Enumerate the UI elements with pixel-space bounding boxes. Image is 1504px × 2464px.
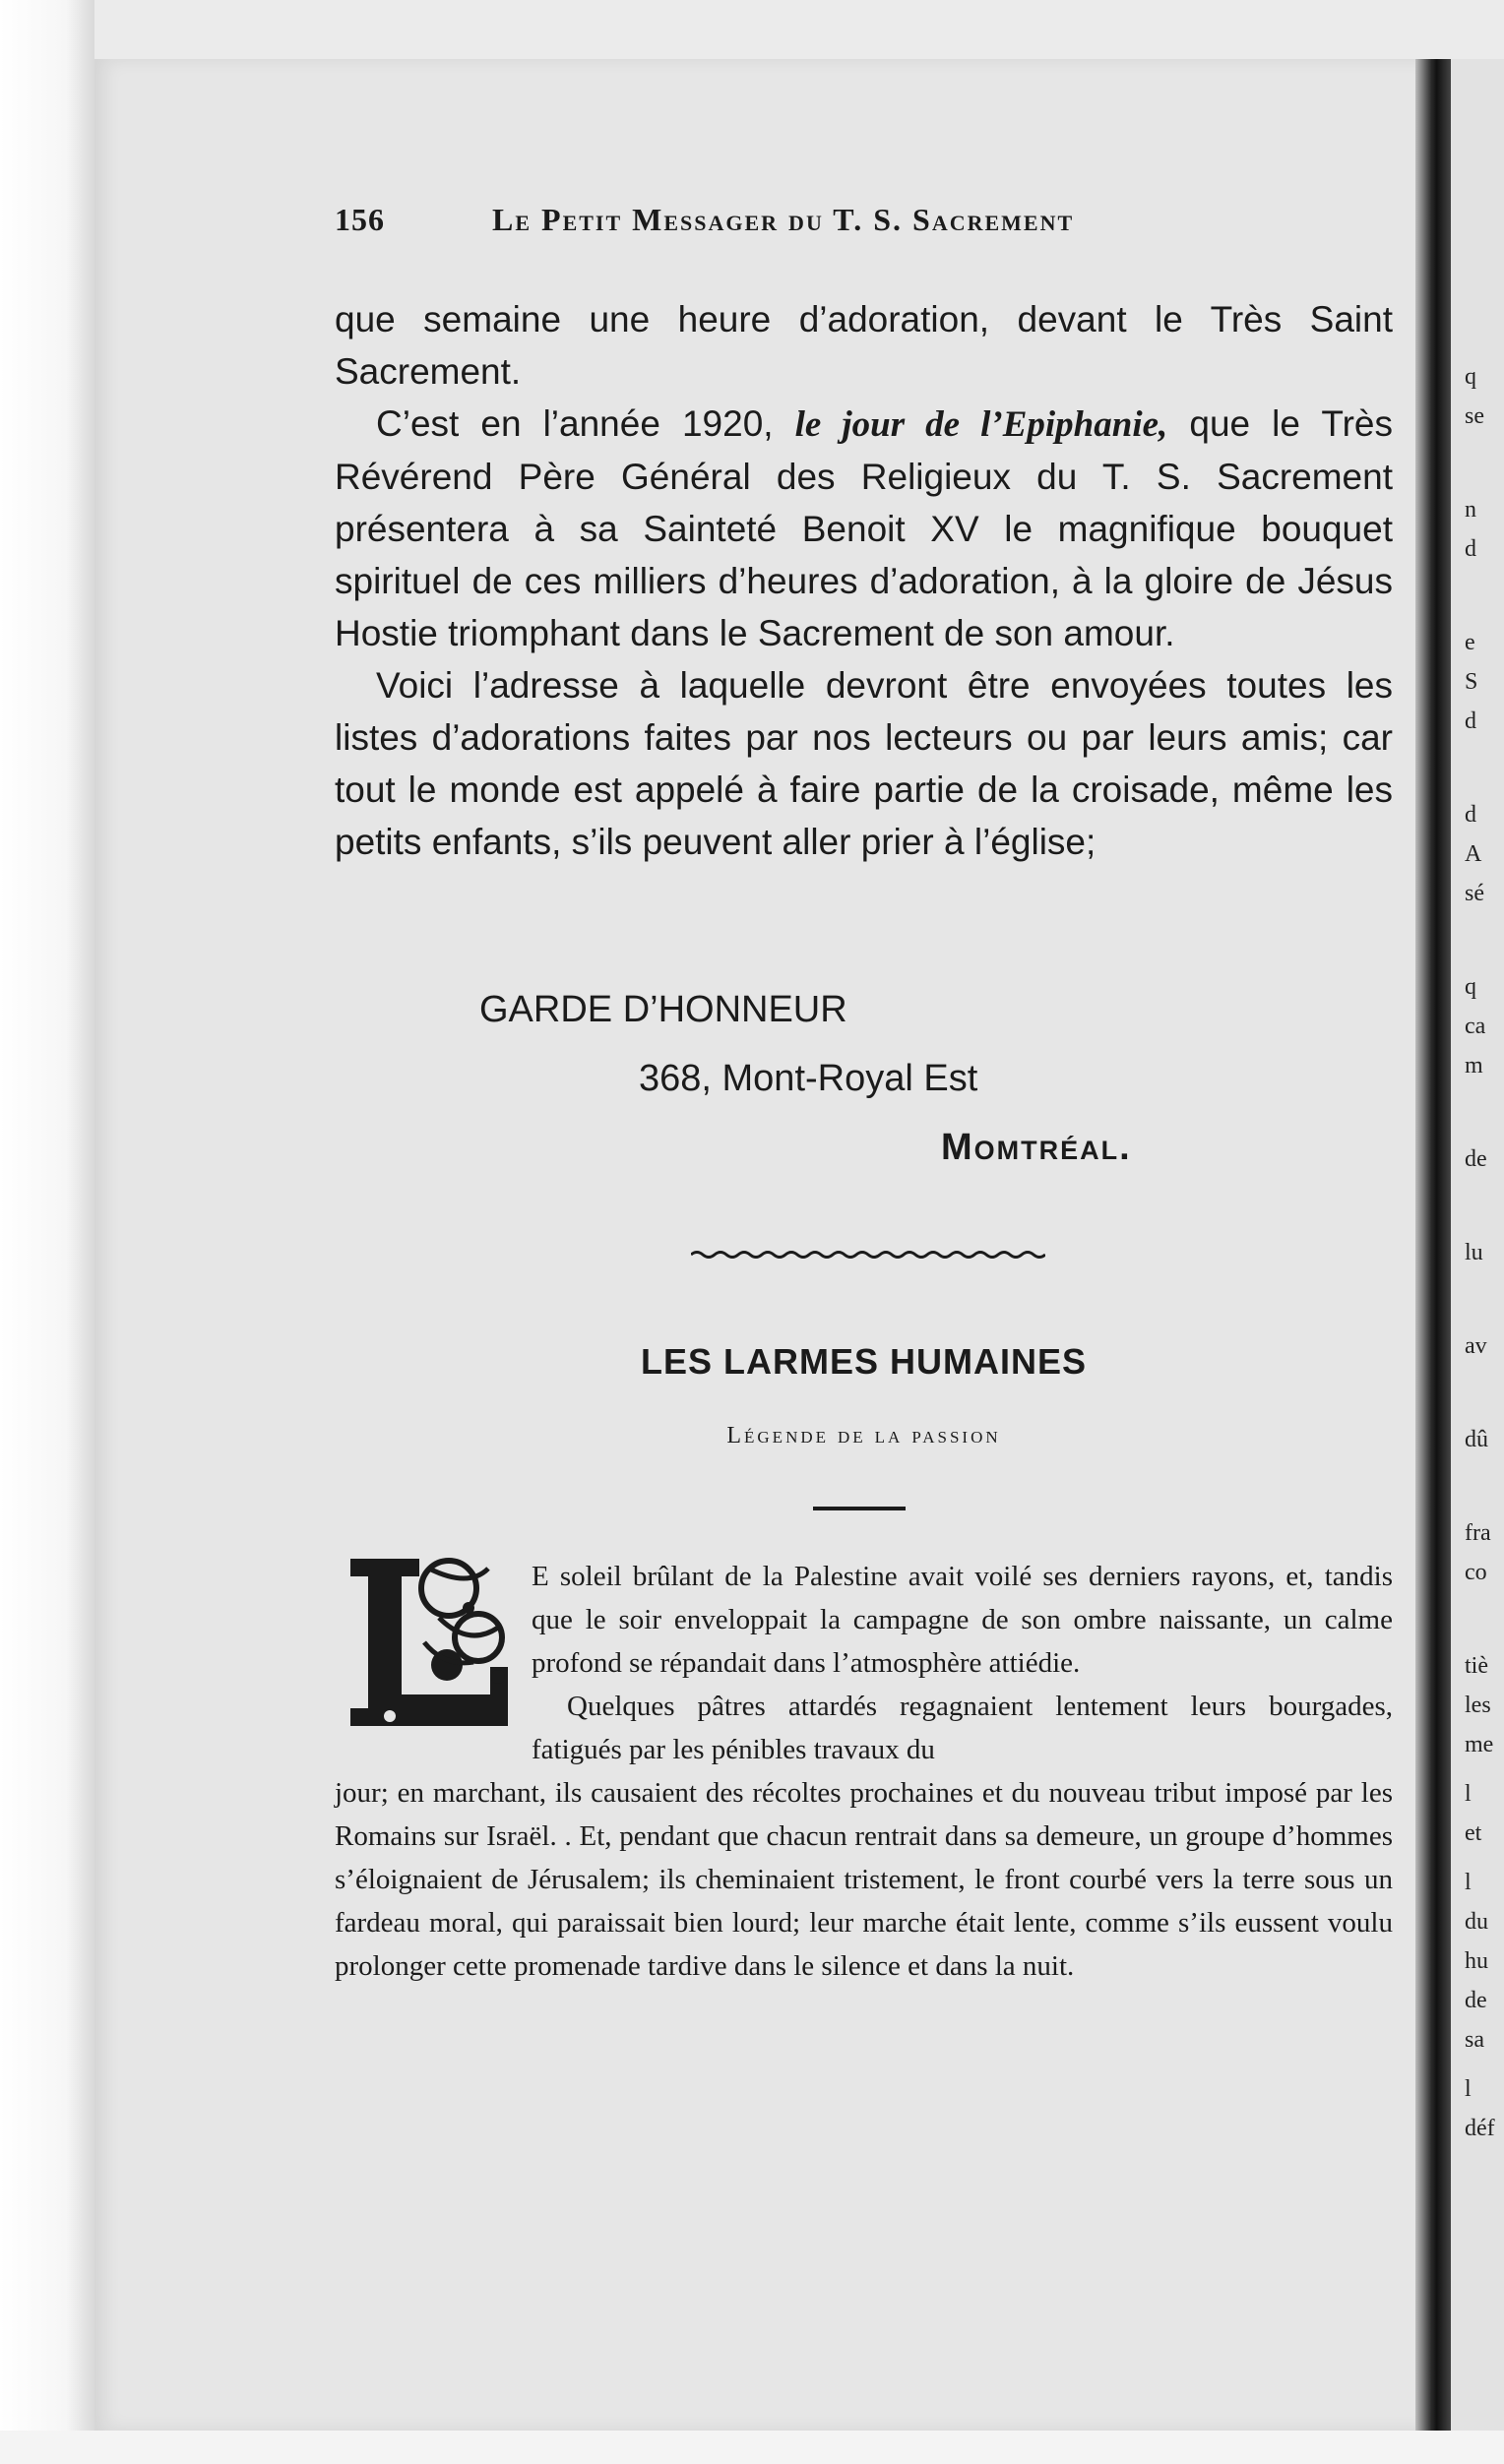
facing-page-fragment: e bbox=[1465, 630, 1475, 655]
facing-page-fragment: l bbox=[1465, 1870, 1472, 1895]
facing-page-fragment: d bbox=[1465, 536, 1476, 562]
short-divider bbox=[813, 1507, 906, 1510]
facing-page-fragment: l bbox=[1465, 1781, 1472, 1807]
facing-page-fragment: d bbox=[1465, 708, 1476, 734]
facing-page-fragment: av bbox=[1465, 1333, 1487, 1359]
facing-page-fragment: déf bbox=[1465, 2116, 1495, 2141]
facing-page-fragment: de bbox=[1465, 1146, 1487, 1172]
facing-page-fragment: ca bbox=[1465, 1014, 1486, 1039]
article-paragraph-2-rest: jour; en marchant, ils causaient des récoltes prochaines et du nouveau tribut imposé par les Romains sur Israël. . Et, pendant que chacun rentrait dans sa demeure, un groupe d’hommes s’éloignaient de Jérusalem; ils cheminaient tristement, le front courbé vers la terre sous un fardeau moral, qui paraissait bien lourd; leur marche était lente, comme s’ils eussent voulu prolonger cette promenade tardive dans le silence et dans la nuit. bbox=[335, 1777, 1393, 1982]
facing-page-fragment: n bbox=[1465, 497, 1476, 523]
paragraph-1: que semaine une heure d’adoration, devant le Très Saint Sacrement. bbox=[335, 299, 1393, 392]
paragraph-2-start: C’est en l’année 1920, bbox=[376, 403, 795, 444]
wavy-divider bbox=[691, 1248, 1045, 1262]
page-number: 156 bbox=[335, 202, 385, 237]
paragraph-3: Voici l’adresse à laquelle devront être envoyées toutes les listes d’adorations faites par nos lecteurs ou par leurs amis; car tout le monde est appelé à faire partie de la croisade, même les petits enfants, s’ils peuvent aller prier à l’église; bbox=[335, 665, 1393, 862]
paragraph-2-end: que le Très Révérend Père Général des Religieux du T. S. Sacrement présentera à sa Sainteté Benoit XV le magnifique bouquet spirituel de ces milliers d’heures d’adoration, à la gloire de Jésus Hostie triomphant dans le Sacrement de son amour. bbox=[335, 403, 1393, 653]
facing-page-fragment: A bbox=[1465, 841, 1482, 867]
facing-page-fragment: tiè bbox=[1465, 1653, 1488, 1679]
facing-page-edge bbox=[1451, 59, 1504, 2431]
facing-page-fragment: les bbox=[1465, 1693, 1491, 1718]
facing-page-fragment: co bbox=[1465, 1560, 1487, 1585]
book-gutter bbox=[1415, 59, 1451, 2431]
paragraph-2-italic: le jour de l’Epiphanie, bbox=[794, 404, 1168, 445]
facing-page-fragment: du bbox=[1465, 1909, 1488, 1935]
facing-page-fragment: d bbox=[1465, 802, 1476, 828]
facing-page-fragment: se bbox=[1465, 403, 1484, 429]
address-line-1: GARDE D’HONNEUR bbox=[479, 989, 847, 1030]
address-line-2: 368, Mont-Royal Est bbox=[639, 1058, 978, 1099]
facing-page-fragment: sa bbox=[1465, 2027, 1484, 2053]
article-paragraph-2-inset: Quelques pâtres attardés regagnaient lentement leurs bourgades, fatigués par les pénibles travaux du bbox=[532, 1691, 1393, 1765]
paragraph-2 bbox=[335, 398, 1393, 659]
facing-page-fragment: de bbox=[1465, 1988, 1487, 2013]
facing-page-fragment: S bbox=[1465, 669, 1478, 695]
facing-page-fragment: l bbox=[1465, 2076, 1472, 2102]
facing-page-fragment: et bbox=[1465, 1820, 1482, 1846]
facing-page-fragment: sé bbox=[1465, 881, 1484, 906]
facing-page-fragment: dû bbox=[1465, 1427, 1488, 1452]
body-text bbox=[335, 293, 1393, 868]
facing-page-fragment: me bbox=[1465, 1732, 1494, 1757]
facing-page-fragment: fra bbox=[1465, 1520, 1491, 1546]
address-line-3: Momtréal. bbox=[941, 1127, 1132, 1168]
facing-page-fragment: hu bbox=[1465, 1948, 1488, 1974]
running-title: Le Petit Messager du T. S. Sacrement bbox=[492, 202, 1075, 237]
facing-page-fragment: m bbox=[1465, 1053, 1483, 1078]
article-body bbox=[335, 1555, 1393, 1988]
facing-page-fragment: lu bbox=[1465, 1240, 1483, 1265]
article-title: LES LARMES HUMAINES bbox=[640, 1341, 1088, 1382]
facing-page-fragment: q bbox=[1465, 974, 1476, 1000]
running-head bbox=[335, 202, 1393, 241]
facing-page-fragment: q bbox=[1465, 364, 1476, 390]
article-subtitle: Légende de la passion bbox=[726, 1423, 1001, 1448]
scan-border-bottom bbox=[0, 2431, 1504, 2464]
scan-border bbox=[0, 0, 94, 2464]
article-paragraph-1: E soleil brûlant de la Palestine avait voilé ses derniers rayons, et, tandis que le soir enveloppait la campagne de son ombre naissante, un calme profond se répandait dans l’atmosphère attiédie. bbox=[532, 1561, 1393, 1679]
